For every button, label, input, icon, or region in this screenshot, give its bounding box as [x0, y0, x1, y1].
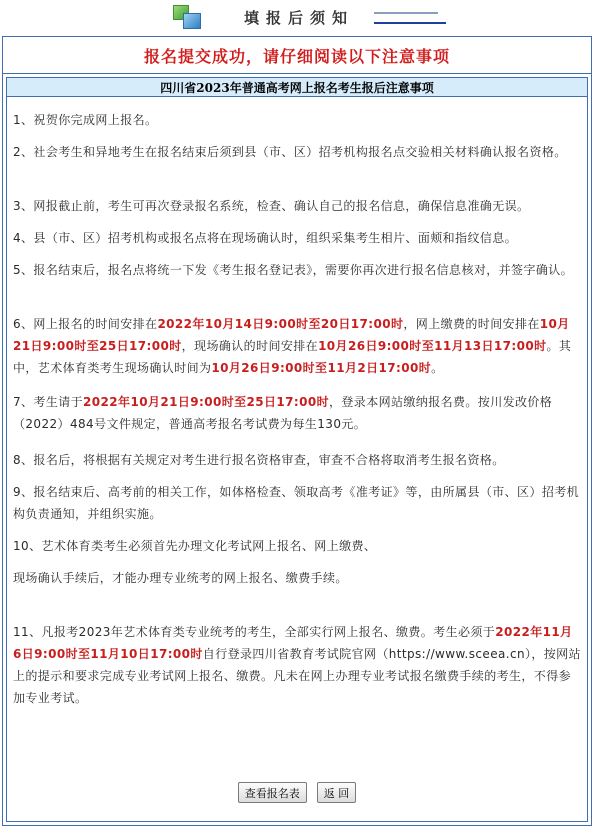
notice-text: 8、报名后，将根据有关规定对考生进行报名资格审查，审查不合格将取消考生报名资格。: [13, 453, 505, 467]
notice-text: 4、县（市、区）招考机构或报名点将在现场确认时，组织采集考生相片、面颊和指纹信息。: [13, 231, 518, 245]
notice-text: 5、报名结束后，报名点将统一下发《考生报名登记表》，需要你再次进行报名信息核对，并签字确认。: [13, 263, 574, 277]
notice-item: [13, 141, 581, 163]
notice-text: 现场确认手续后，才能办理专业统考的网上报名、缴费手续。: [13, 571, 348, 585]
notice-item: [13, 313, 581, 379]
highlighted-date: 10月21日9:00时至25日17:00时: [13, 317, 570, 353]
notice-text: 9、报名结束后、高考前的相关工作，如体格检查、领取高考《准考证》等，由所属县（市、区）招考机构负责通知，并组织实施。: [13, 485, 580, 521]
notice-item: [13, 481, 581, 525]
page-header: [0, 0, 597, 34]
notice-text: 6、网上报名的时间安排在: [13, 317, 158, 331]
logo-icon: [171, 3, 203, 29]
notice-text: 7、考生请于: [13, 395, 84, 409]
notice-item: [13, 535, 581, 557]
notice-item: [13, 391, 581, 435]
notice-text: ，现场确认的时间安排在: [181, 339, 319, 353]
notice-box: [6, 77, 588, 822]
success-banner: 报名提交成功，请仔细阅读以下注意事项: [3, 37, 591, 74]
notice-panel: [2, 36, 592, 826]
notice-text: 自行登录四川省教育考试院官网（https://www.sceea.cn），按网站上的提示和要求完成专业考试网上报名、缴费。凡未在网上办理专业考试报名缴费手续的考生，不得参加专业考试。: [13, 647, 581, 705]
highlighted-date: 10月26日9:00时至11月2日17:00时: [211, 361, 432, 375]
highlighted-date: 2022年10月21日9:00时至25日17:00时: [83, 395, 329, 409]
notice-item: [13, 567, 581, 589]
notice-item: [13, 109, 581, 131]
page-title: 填报后须知: [244, 9, 355, 27]
notice-text: 3、网报截止前，考生可再次登录报名系统，检查、确认自己的报名信息，确保信息准确无误。: [13, 199, 530, 213]
back-button[interactable]: 返 回: [317, 782, 357, 803]
notice-text: 2、社会考生和异地考生在报名结束后须到县（市、区）招考机构报名点交验相关材料确认报名资格。: [13, 145, 567, 159]
highlighted-date: 2022年11月6日9:00时至11月10日17:00时: [13, 625, 573, 661]
notice-text: 10、艺术体育类考生必须首先办理文化考试网上报名、网上缴费、: [13, 539, 377, 553]
highlighted-date: 2022年10月14日9:00时至20日17:00时: [157, 317, 404, 331]
notice-text: 11、凡报考2023年艺术体育类专业统考的考生，全部实行网上报名、缴费。考生必须于: [13, 625, 496, 639]
decorative-lines: [374, 10, 446, 26]
notice-text: ，登录本网站缴纳报名费。按川发改价格（2022）484号文件规定，普通高考报名考试费为每生130元。: [13, 395, 553, 431]
notice-text: 。其中，艺术体育类考生现场确认时间为: [13, 339, 572, 375]
button-bar: [7, 782, 587, 803]
notice-subtitle: 四川省2023年普通高考网上报名考生报后注意事项: [7, 78, 587, 97]
notice-text: ，网上缴费的时间安排在: [403, 317, 540, 331]
highlighted-date: 10月26日9:00时至11月13日17:00时: [318, 339, 547, 353]
notice-item: [13, 195, 581, 217]
notice-text: 。: [431, 361, 444, 375]
notice-item: [13, 227, 581, 249]
notice-item: [13, 449, 581, 471]
notice-text: 1、祝贺你完成网上报名。: [13, 113, 158, 127]
notice-item: [13, 259, 581, 281]
view-registration-button[interactable]: 查看报名表: [238, 782, 307, 803]
notice-item: [13, 621, 581, 709]
